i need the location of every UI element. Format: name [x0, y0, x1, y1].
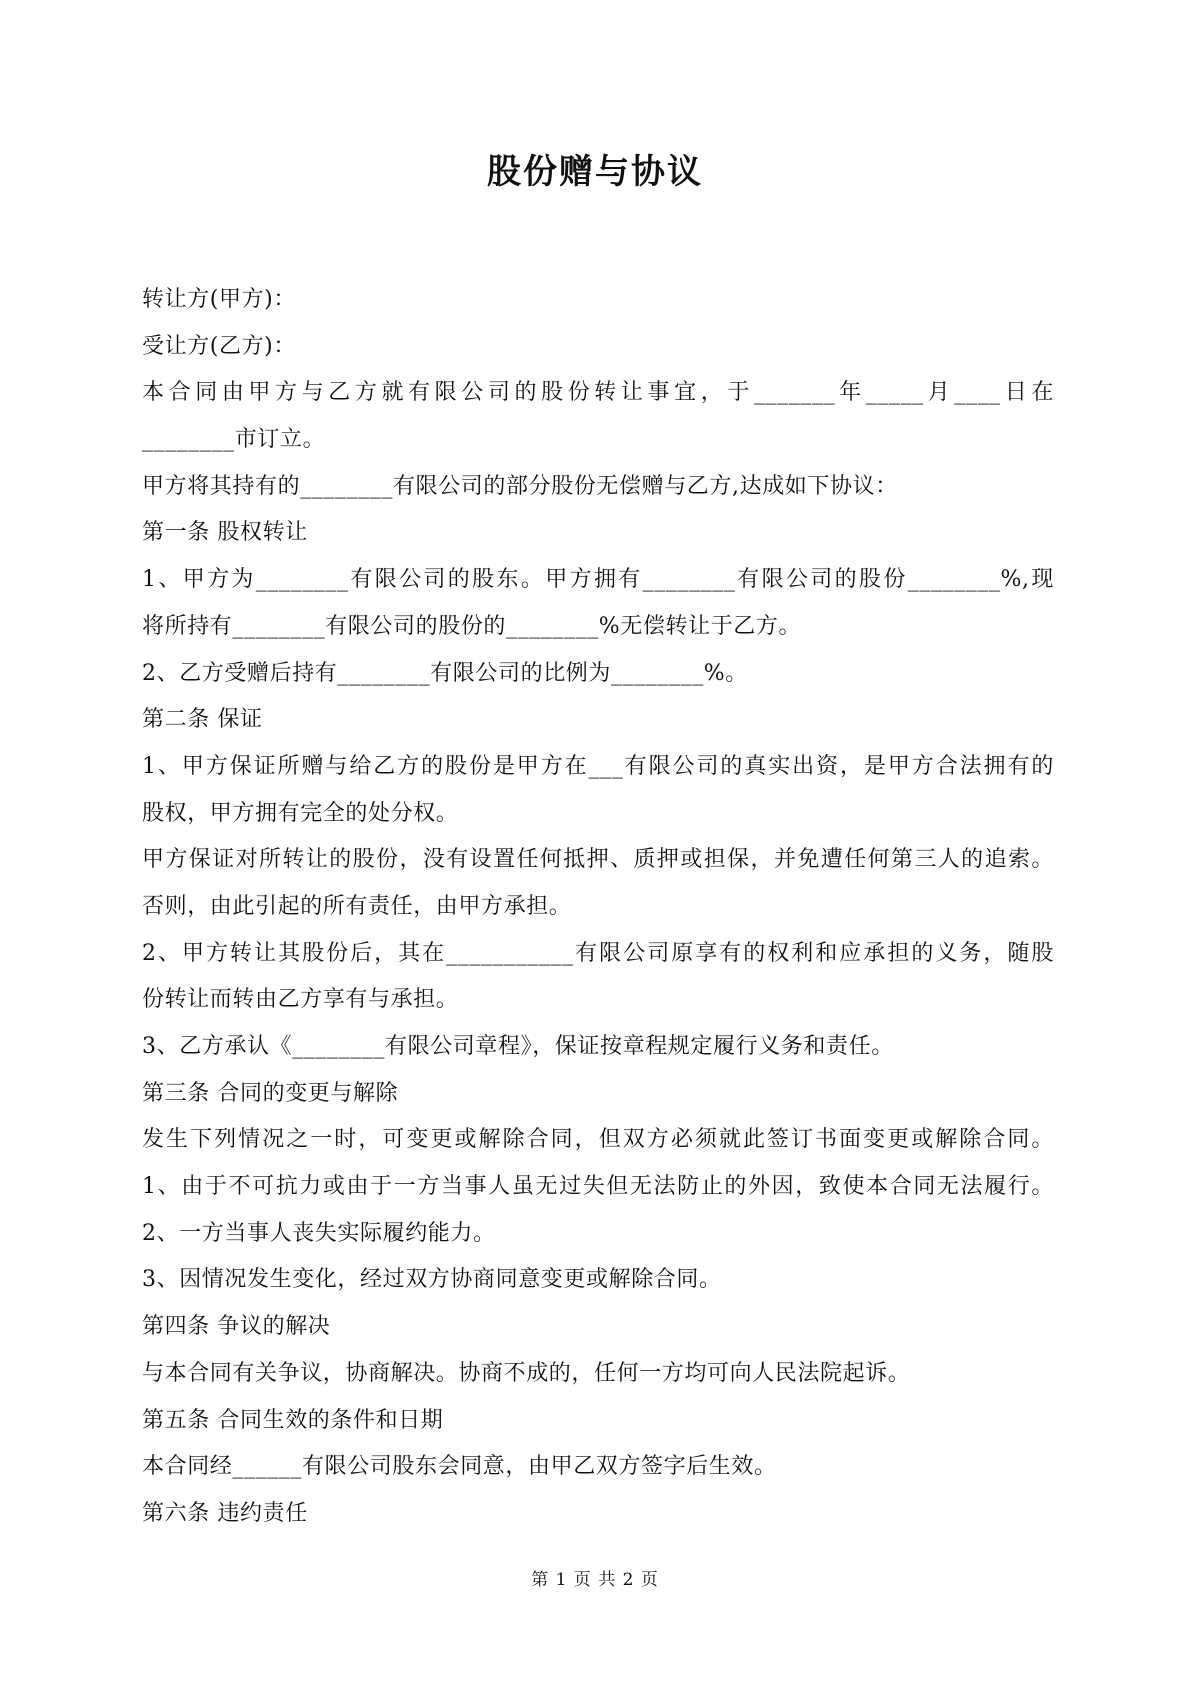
article-heading: 第六条 违约责任	[142, 1500, 308, 1526]
paragraph-line: 1、由于不可抗力或由于一方当事人虽无过失但无法防止的外因，致使本合同无法履行。	[142, 1174, 1054, 1200]
article-heading: 第三条 合同的变更与解除	[142, 1080, 399, 1106]
paragraph-line: 份转让而转由乙方享有与承担。	[142, 987, 459, 1013]
document-title: 股份赠与协议	[487, 152, 703, 192]
article-heading: 第五条 合同生效的条件和日期	[142, 1407, 444, 1433]
paragraph-line: 发生下列情况之一时，可变更或解除合同，但双方必须就此签订书面变更或解除合同。	[142, 1127, 1054, 1153]
paragraph-line: 甲方保证对所转让的股份，没有设置任何抵押、质押或担保，并免遭任何第三人的追索。	[142, 847, 1054, 873]
party-a-line: 转让方(甲方)：	[142, 287, 296, 312]
paragraph-line: 3、因情况发生变化，经过双方协商同意变更或解除合同。	[142, 1267, 722, 1293]
paragraph-line: 2、乙方受赠后持有________有限公司的比例为________%。	[142, 660, 748, 686]
article-heading: 第一条 股权转让	[142, 520, 308, 546]
paragraph-line: 2、一方当事人丧失实际履约能力。	[142, 1220, 496, 1246]
paragraph-line: 3、乙方承认《________有限公司章程》，保证按章程规定履行义务和责任。	[142, 1034, 894, 1059]
article-heading: 第二条 保证	[142, 707, 263, 733]
paragraph-line: 股权，甲方拥有完全的处分权。	[142, 800, 459, 826]
paragraph-line: 否则，由此引起的所有责任，由甲方承担。	[142, 893, 572, 919]
paragraph-line: 将所持有________有限公司的股份的________%无偿转让于乙方。	[142, 613, 802, 639]
party-b-line: 受让方(乙方)：	[142, 333, 296, 359]
paragraph-line: 甲方将其持有的________有限公司的部分股份无偿赠与乙方,达成如下协议：	[142, 473, 898, 499]
paragraph-line: 本合同经______有限公司股东会同意，由甲乙双方签字后生效。	[142, 1454, 777, 1480]
paragraph-line: 与本合同有关争议，协商解决。协商不成的，任何一方均可向人民法院起诉。	[142, 1360, 911, 1386]
paragraph-line: 1、甲方保证所赠与给乙方的股份是甲方在___有限公司的真实出资，是甲方合法拥有的	[142, 753, 1054, 779]
paragraph-line: ________市订立。	[142, 427, 326, 453]
page-number-footer: 第 1 页 共 2 页	[531, 1570, 659, 1590]
paragraph-line: 1、甲方为________有限公司的股东。甲方拥有________有限公司的股份________%,现	[142, 567, 1054, 593]
document-body	[142, 277, 1054, 1538]
paragraph-line: 本合同由甲方与乙方就有限公司的股份转让事宜，于_______年_____月____日在	[142, 380, 1054, 406]
article-heading: 第四条 争议的解决	[142, 1314, 331, 1340]
paragraph-line: 2、甲方转让其股份后，其在___________有限公司原享有的权利和应承担的义务，随股	[142, 940, 1054, 966]
